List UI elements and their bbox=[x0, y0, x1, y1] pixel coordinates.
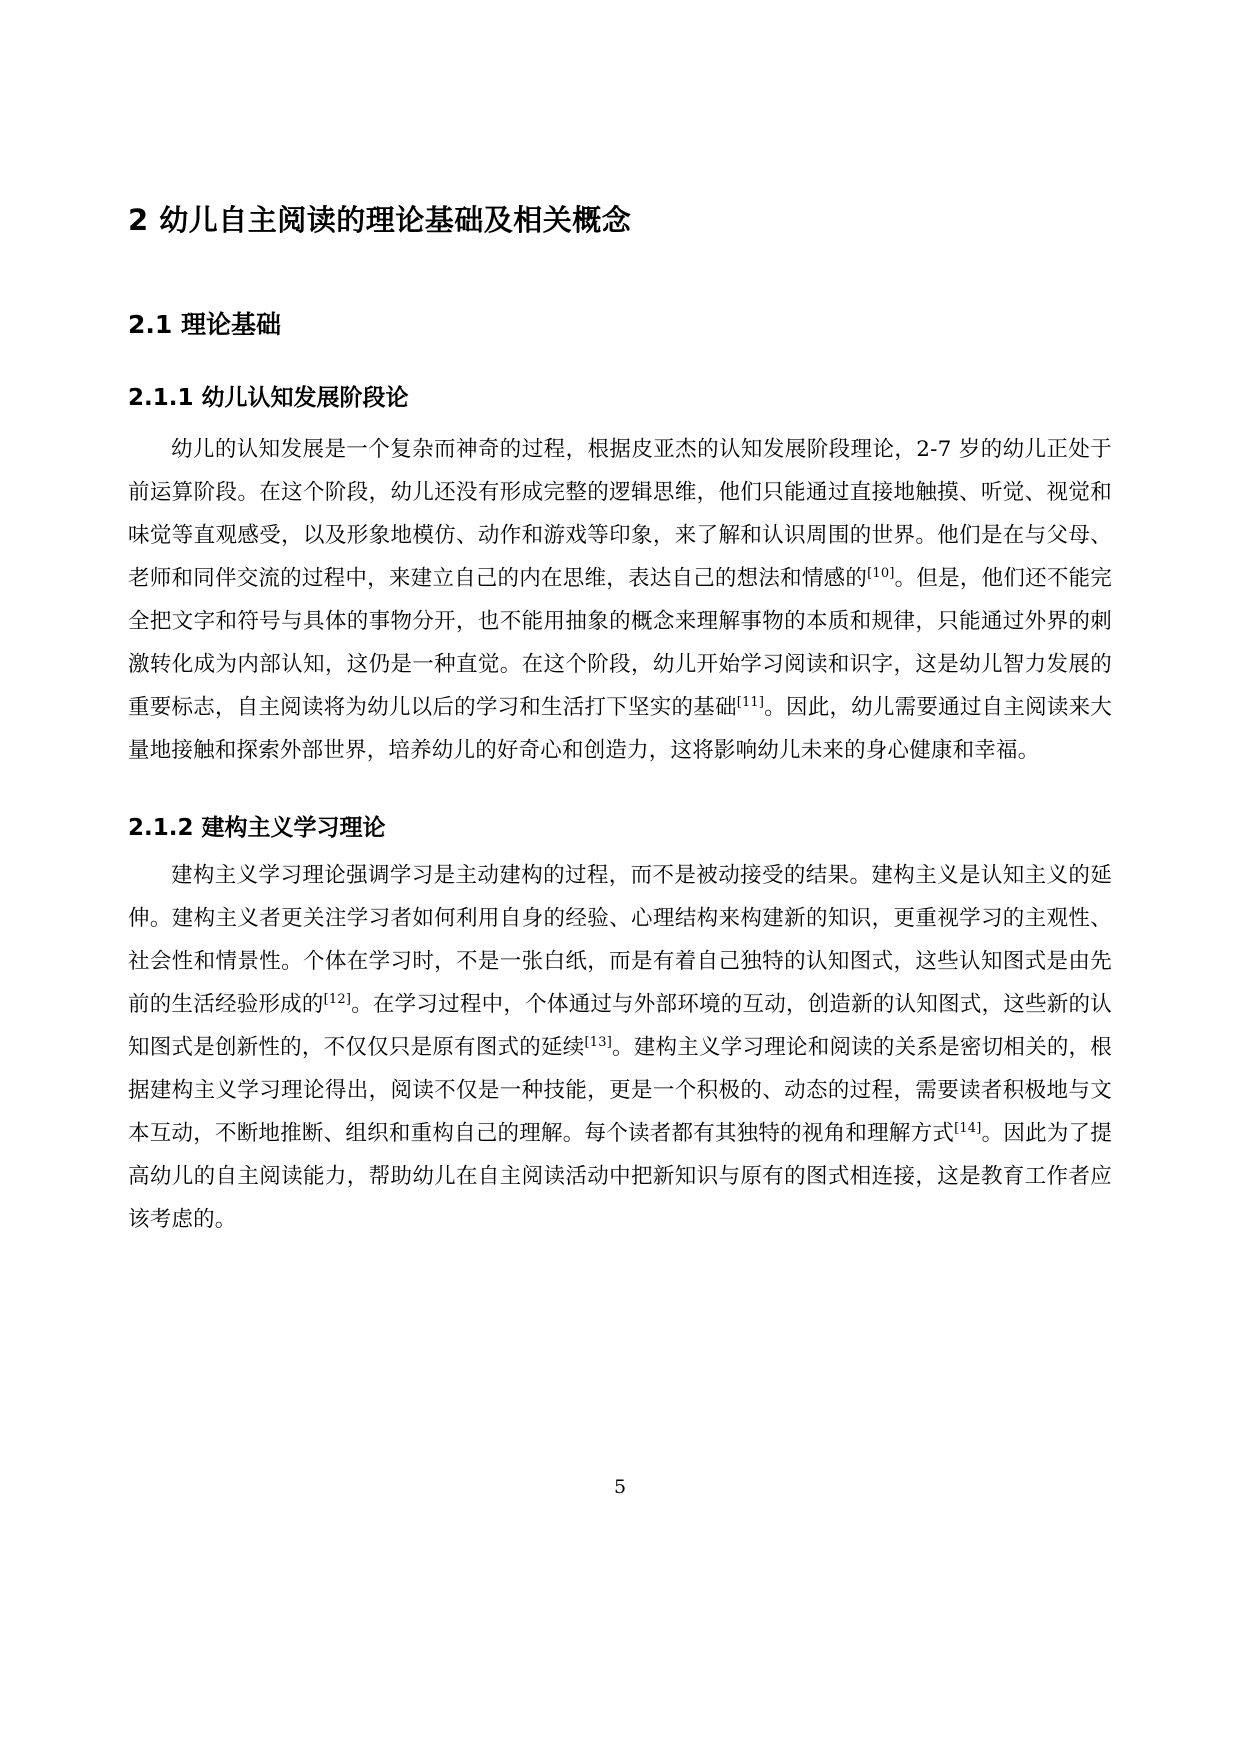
citation-marker: [12] bbox=[323, 991, 352, 1007]
page-content bbox=[128, 160, 1112, 1241]
section-heading-2-1: 2.1 理论基础 bbox=[128, 309, 281, 339]
citation-marker: [14] bbox=[954, 1120, 982, 1136]
citation-marker: [10] bbox=[867, 565, 895, 581]
chapter-heading: 2 幼儿自主阅读的理论基础及相关概念 bbox=[128, 203, 632, 237]
paragraph-2-1-1: 幼儿的认知发展是一个复杂而神奇的过程，根据皮亚杰的认知发展阶段理论，2-7 岁的幼儿正处于前运算阶段。在这个阶段，幼儿还没有形成完整的逻辑思维，他们只能通过直接地触摸、听觉、视觉和味觉等直观感受，以及形象地模仿、动作和游戏等印象，来了解和认识周围的世界。他们是在与父母、老师和同伴交流的过程中，来建立自己的内在思维，表达自己的想法和情感的[10]。但是，他们还不能完全把文字和符号与具体的事物分开，也不能用抽象的概念来理解事物的本质和规律，只能通过外界的刺激转化成为内部认知，这仍是一种直觉。在这个阶段，幼儿开始学习阅读和识字，这是幼儿智力发展的重要标志，自主阅读将为幼儿以后的学习和生活打下坚实的基础[11]。因此，幼儿需要通过自主阅读来大量地接触和探索外部世界，培养幼儿的好奇心和创造力，这将影响幼儿未来的身心健康和幸福。 bbox=[128, 436, 1113, 763]
citation-marker: [11] bbox=[736, 694, 765, 710]
subsection-heading-2-1-2: 2.1.2 建构主义学习理论 bbox=[128, 814, 386, 841]
subsection-heading-2-1-1: 2.1.1 幼儿认知发展阶段论 bbox=[128, 384, 409, 411]
citation-marker: [13] bbox=[584, 1034, 613, 1050]
page-number: 5 bbox=[613, 1476, 627, 1498]
paragraph-2-1-2: 建构主义学习理论强调学习是主动建构的过程，而不是被动接受的结果。建构主义是认知主义的延伸。建构主义者更关注学习者如何利用自身的经验、心理结构来构建新的知识，更重视学习的主观性、社会性和情景性。个体在学习时，不是一张白纸，而是有着自己独特的认知图式，这些认知图式是由先前的生活经验形成的[12]。在学习过程中，个体通过与外部环境的互动，创造新的认知图式，这些新的认知图式是创新性的，不仅仅只是原有图式的延续[13]。建构主义学习理论和阅读的关系是密切相关的，根据建构主义学习理论得出，阅读不仅是一种技能，更是一个积极的、动态的过程，需要读者积极地与文本互动，不断地推断、组织和重构自己的理解。每个读者都有其独特的视角和理解方式[14]。因此为了提高幼儿的自主阅读能力，帮助幼儿在自主阅读活动中把新知识与原有的图式相连接，这是教育工作者应该考虑的。 bbox=[128, 862, 1113, 1232]
